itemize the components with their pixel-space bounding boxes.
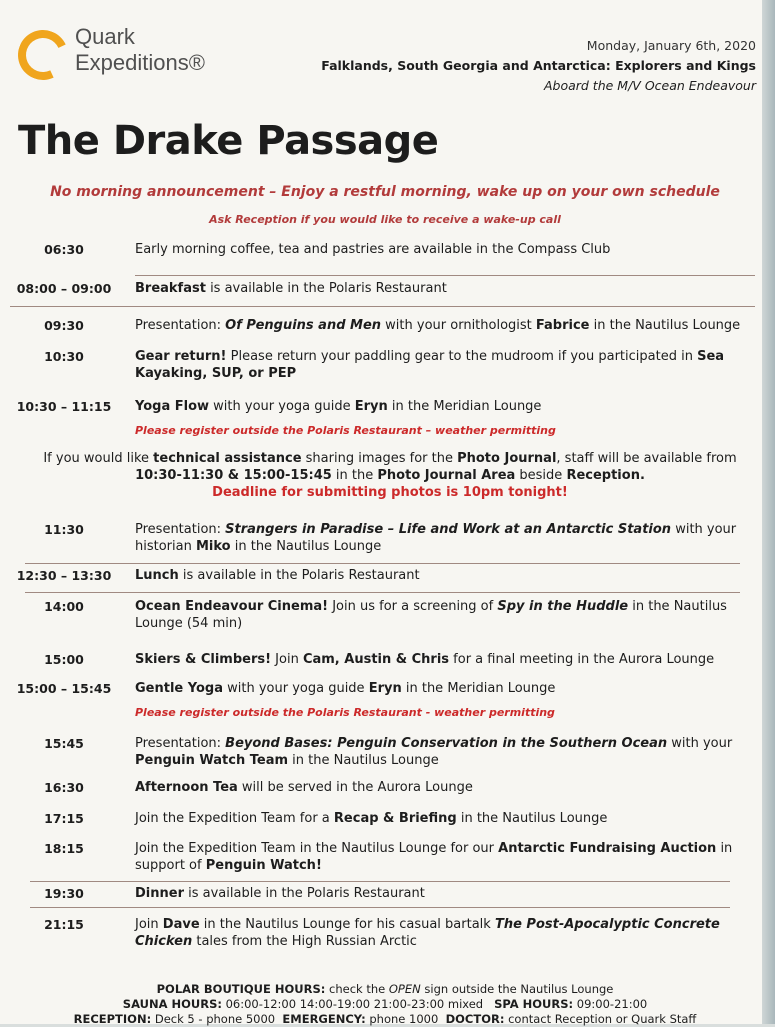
schedule-time: 06:30 bbox=[44, 242, 84, 257]
registration-note: Please register outside the Polaris Restaurant – weather permitting bbox=[135, 424, 556, 437]
schedule-desc: Lunch is available in the Polaris Restaurant bbox=[135, 568, 420, 583]
schedule-desc: Afternoon Tea will be served in the Aurora Lounge bbox=[135, 780, 473, 795]
brand-logo bbox=[15, 24, 215, 84]
divider bbox=[135, 275, 755, 276]
schedule-desc: Presentation: Strangers in Paradise – Life and Work at an Antarctic Station with your historian Miko in the Nautilus Lounge bbox=[135, 522, 737, 554]
schedule-time: 17:15 bbox=[44, 811, 84, 826]
schedule-desc: Presentation: Beyond Bases: Penguin Conservation in the Southern Ocean with your Penguin Watch Team in the Nautilus Lounge bbox=[135, 736, 733, 768]
schedule-time: 15:45 bbox=[44, 736, 84, 751]
divider bbox=[25, 563, 740, 564]
program-header bbox=[321, 36, 756, 96]
schedule-time: 15:00 bbox=[44, 652, 84, 667]
schedule-time: 08:00 – 09:00 bbox=[16, 281, 112, 296]
schedule-desc: Early morning coffee, tea and pastries are available in the Compass Club bbox=[135, 242, 611, 257]
wakeup-notice: Ask Reception if you would like to receive a wake-up call bbox=[209, 213, 561, 226]
page-title: The Drake Passage bbox=[18, 118, 439, 164]
schedule-time: 16:30 bbox=[44, 780, 84, 795]
photo-deadline: Deadline for submitting photos is 10pm tonight! bbox=[212, 485, 568, 500]
brand-line-2: Expeditions® bbox=[75, 50, 205, 75]
sauna-spa-hours: SAUNA HOURS: 06:00-12:00 14:00-19:00 21:00-23:00 mixed SPA HOURS: 09:00-21:00 bbox=[122, 997, 648, 1011]
background-edge bbox=[762, 0, 775, 1024]
schedule-desc: Join Dave in the Nautilus Lounge for his casual bartalk The Post-Apocalyptic Concrete Chicken tales from the High Russian Arctic bbox=[135, 917, 720, 949]
schedule-time: 10:30 bbox=[44, 349, 84, 364]
schedule-desc: Yoga Flow with your yoga guide Eryn in the Meridian Lounge Please register outside the Polaris Restaurant – weather permitting bbox=[135, 398, 745, 439]
ship-name: Aboard the M/V Ocean Endeavour bbox=[543, 78, 756, 93]
schedule-time: 19:30 bbox=[44, 886, 84, 901]
divider bbox=[30, 881, 730, 882]
registration-note: Please register outside the Polaris Restaurant - weather permitting bbox=[135, 706, 555, 719]
photo-journal-note: If you would like technical assistance sharing images for the Photo Journal, staff will be available from 10:30-11:30 & 15:00-15:45 in the Photo Journal Area beside Reception. Deadline for submitting photos is 10pm tonight! bbox=[43, 451, 737, 500]
divider bbox=[30, 907, 730, 908]
schedule-time: 12:30 – 13:30 bbox=[16, 568, 112, 583]
schedule-time: 14:00 bbox=[44, 599, 84, 614]
divider bbox=[25, 592, 740, 593]
logo-ring-icon bbox=[11, 23, 75, 87]
divider bbox=[10, 306, 755, 307]
morning-notice: No morning announcement – Enjoy a restful morning, wake up on your own schedule bbox=[50, 184, 720, 200]
ship-services-footer bbox=[0, 982, 770, 1027]
schedule-time: 11:30 bbox=[44, 522, 84, 537]
brand-line-1: Quark bbox=[75, 24, 135, 49]
schedule-time: 21:15 bbox=[44, 917, 84, 932]
schedule-desc: Presentation: Of Penguins and Men with your ornithologist Fabrice in the Nautilus Lounge bbox=[135, 318, 741, 333]
schedule-desc: Gear return! Please return your paddling gear to the mudroom if you participated in Sea Kayaking, SUP, or PEP bbox=[135, 349, 725, 381]
schedule-time: 09:30 bbox=[44, 318, 84, 333]
boutique-hours: POLAR BOUTIQUE HOURS: check the OPEN sign outside the Nautilus Lounge bbox=[156, 982, 614, 996]
trip-name: Falklands, South Georgia and Antarctica: Explorers and Kings bbox=[321, 58, 756, 73]
schedule-desc: Gentle Yoga with your yoga guide Eryn in the Meridian Lounge Please register outside the Polaris Restaurant - weather permitting bbox=[135, 680, 745, 721]
schedule-desc: Dinner is available in the Polaris Restaurant bbox=[135, 886, 425, 901]
schedule-desc: Join the Expedition Team for a Recap & Briefing in the Nautilus Lounge bbox=[135, 811, 608, 826]
schedule-desc: Join the Expedition Team in the Nautilus Lounge for our Antarctic Fundraising Auction in support of Penguin Watch! bbox=[135, 841, 733, 873]
schedule-time: 10:30 – 11:15 bbox=[16, 399, 112, 414]
schedule-time: 15:00 – 15:45 bbox=[16, 681, 112, 696]
schedule-time: 18:15 bbox=[44, 841, 84, 856]
contact-info: RECEPTION: Deck 5 - phone 5000 EMERGENCY: phone 1000 DOCTOR: contact Reception or Quark Staff bbox=[73, 1012, 697, 1026]
schedule-desc: Ocean Endeavour Cinema! Join us for a screening of Spy in the Huddle in the Nautilus Lounge (54 min) bbox=[135, 599, 727, 631]
program-date: Monday, January 6th, 2020 bbox=[586, 38, 756, 53]
schedule-desc: Breakfast is available in the Polaris Restaurant bbox=[135, 281, 447, 296]
schedule-desc: Skiers & Climbers! Join Cam, Austin & Chris for a final meeting in the Aurora Lounge bbox=[135, 652, 715, 667]
